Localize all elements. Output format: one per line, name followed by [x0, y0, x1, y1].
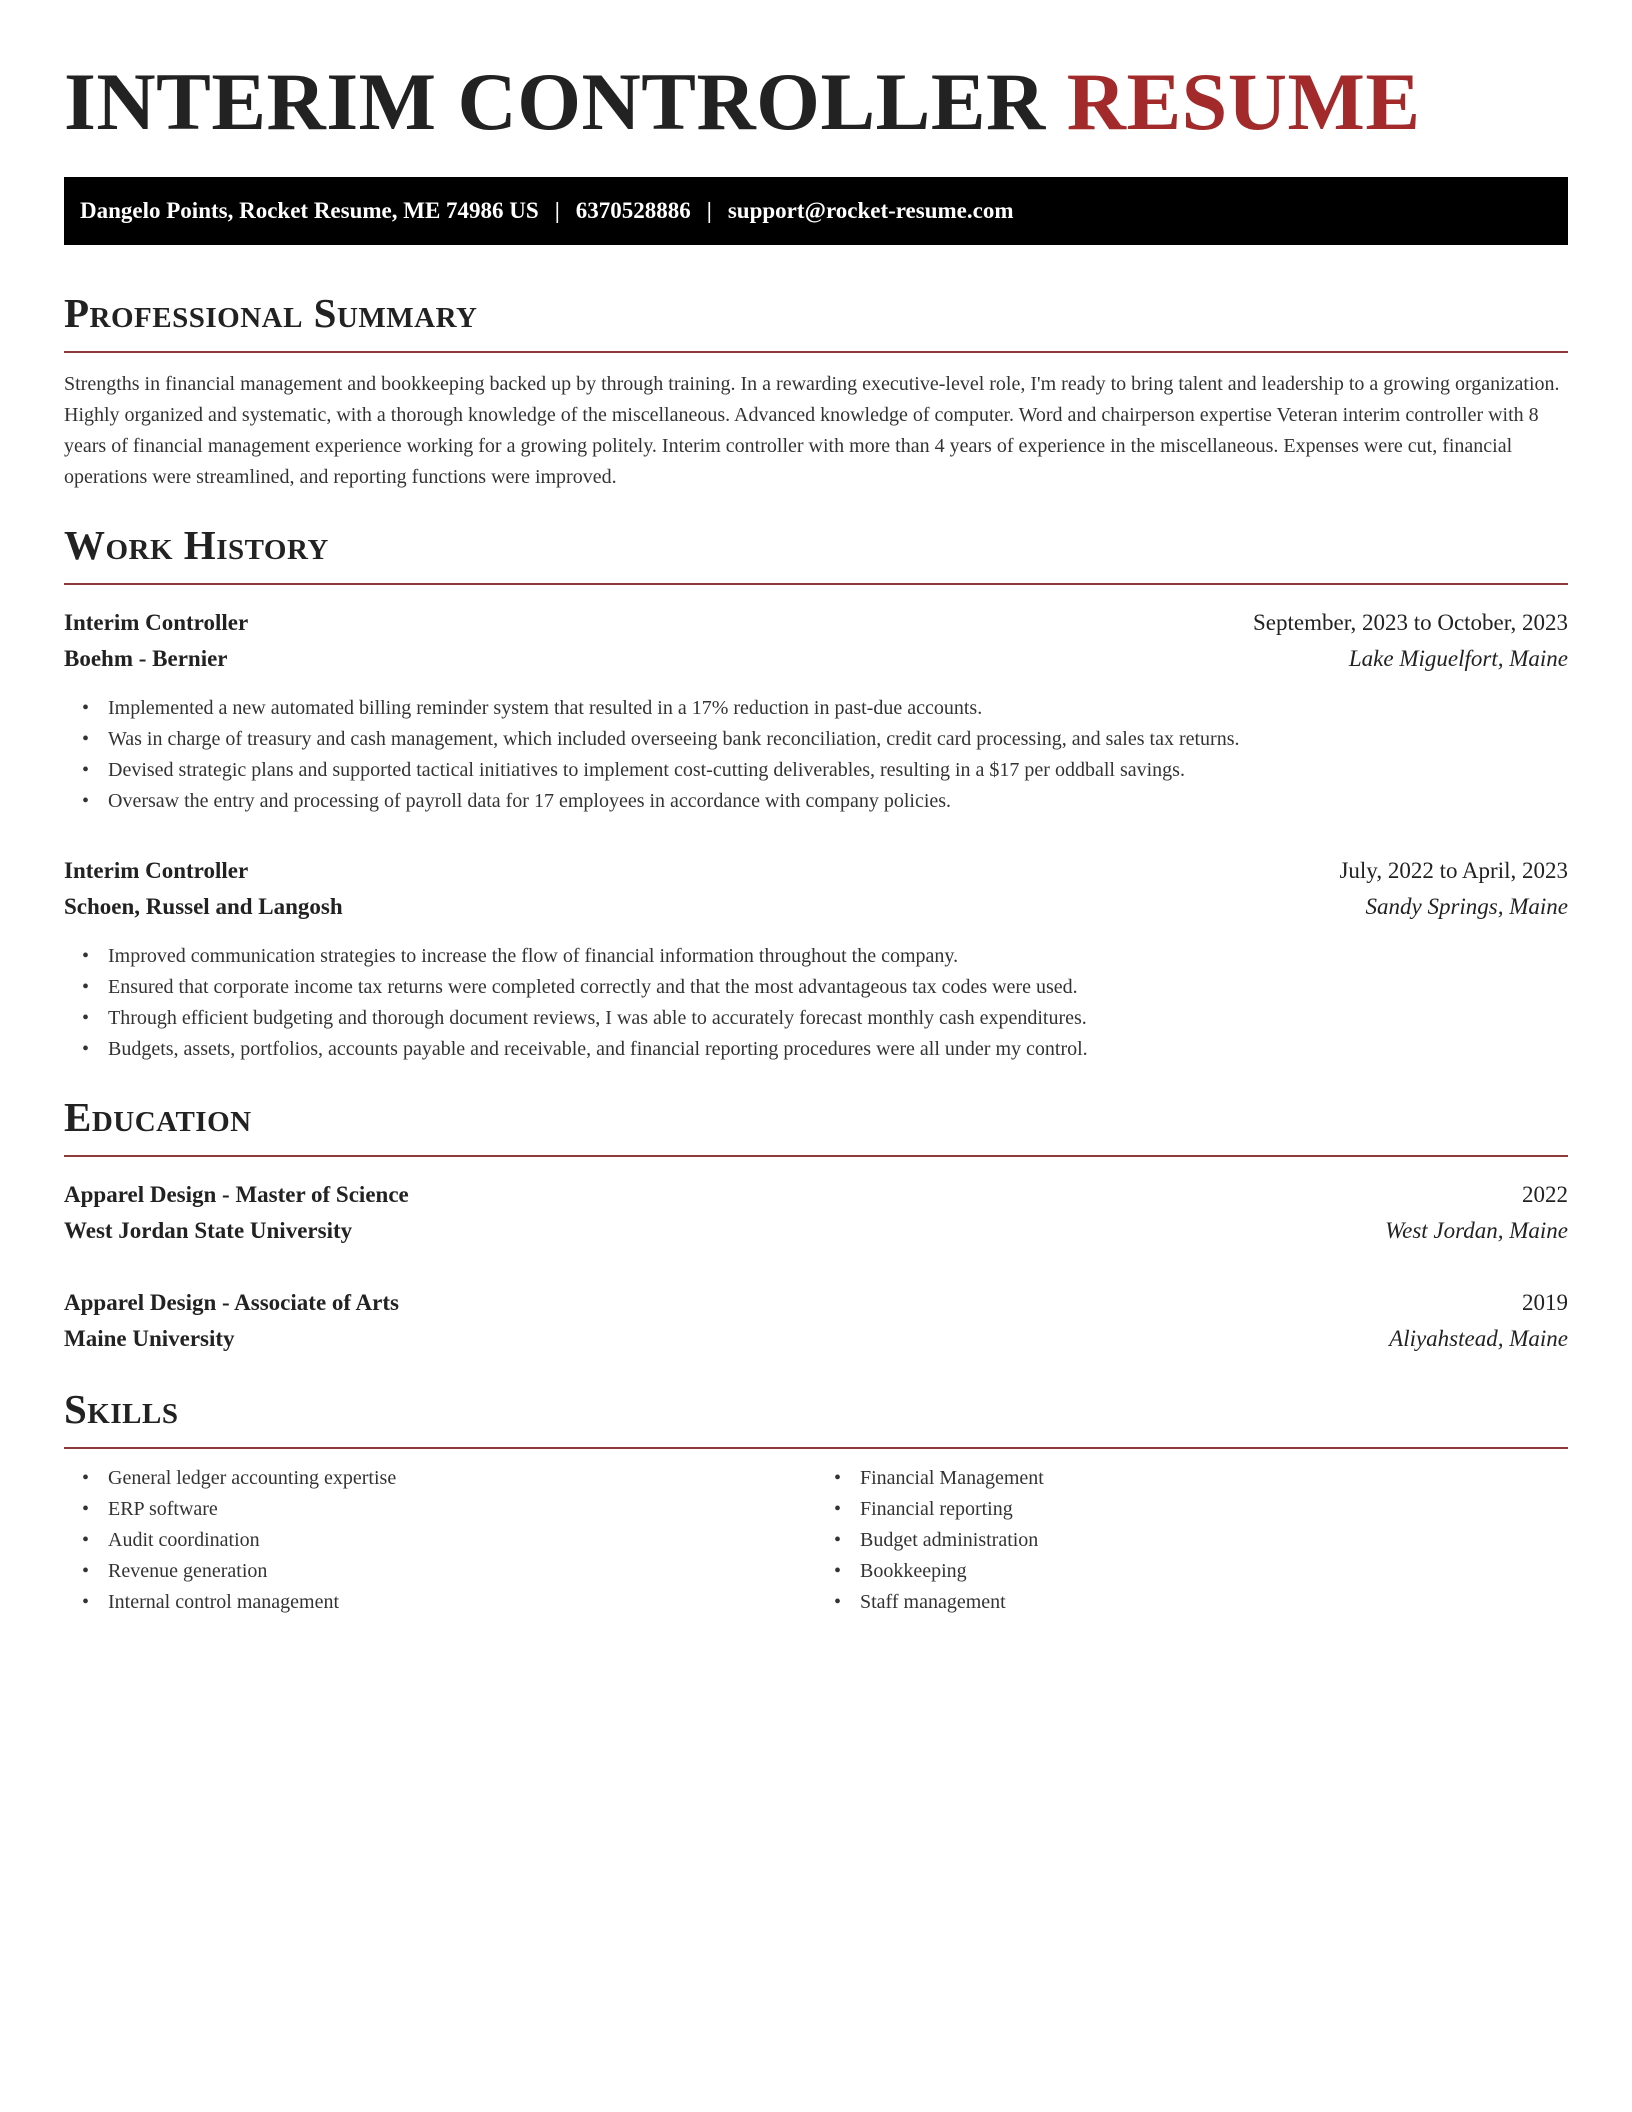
bullet-icon: • — [82, 976, 90, 998]
skills-section — [64, 1385, 1568, 1618]
section-heading-work: Work History — [64, 522, 329, 568]
education-degree: Apparel Design - Associate of Arts — [64, 1290, 399, 1315]
contact-phone: 6370528886 — [575, 198, 691, 223]
education-school: West Jordan State University — [64, 1218, 353, 1243]
work-history-section — [64, 521, 1568, 1065]
contact-separator: | — [554, 198, 560, 223]
job-dates: July, 2022 to April, 2023 — [1339, 858, 1568, 883]
bullet-icon: • — [834, 1467, 842, 1489]
job-location: Lake Miguelfort, Maine — [1348, 646, 1568, 671]
bullet-icon: • — [834, 1529, 842, 1551]
skill-item: • Financial Management — [860, 1463, 1568, 1494]
bullet-icon: • — [82, 1038, 90, 1060]
title-main: INTERIM CONTROLLER — [64, 56, 1046, 147]
title-accent: RESUME — [1066, 56, 1421, 147]
resume-title — [64, 0, 1568, 152]
summary-section — [64, 289, 1568, 493]
skill-item: • Internal control management — [108, 1587, 816, 1618]
job-company: Schoen, Russel and Langosh — [64, 894, 343, 919]
skill-item: • Revenue generation — [108, 1556, 816, 1587]
skills-grid — [64, 1463, 1568, 1618]
education-school: Maine University — [64, 1326, 235, 1351]
skill-item: • Bookkeeping — [860, 1556, 1568, 1587]
bullet-icon: • — [82, 1591, 90, 1613]
skill-item: • Staff management — [860, 1587, 1568, 1618]
job-title: Interim Controller — [64, 858, 249, 883]
bullet-icon: • — [82, 945, 90, 967]
education-entry — [64, 1285, 1568, 1357]
skills-list-left — [64, 1463, 816, 1618]
bullet-icon: • — [82, 1529, 90, 1551]
job-bullet: • Devised strategic plans and supported tactical initiatives to implement cost-cutting deliverables, resulting in a $17 per oddball savings. — [108, 755, 1568, 786]
contact-email: support@rocket-resume.com — [727, 198, 1014, 223]
section-divider — [64, 351, 1568, 353]
bullet-icon: • — [834, 1591, 842, 1613]
section-heading-skills: Skills — [64, 1386, 179, 1432]
contact-address: Dangelo Points, Rocket Resume, ME 74986 US — [80, 198, 539, 223]
skill-item: • Budget administration — [860, 1525, 1568, 1556]
skills-list-right — [816, 1463, 1568, 1618]
skill-item: • ERP software — [108, 1494, 816, 1525]
education-year: 2019 — [1522, 1290, 1568, 1315]
education-section — [64, 1093, 1568, 1357]
bullet-icon: • — [82, 1498, 90, 1520]
skill-item: • General ledger accounting expertise — [108, 1463, 816, 1494]
bullet-icon: • — [82, 1467, 90, 1489]
bullet-icon: • — [834, 1560, 842, 1582]
skill-item: • Audit coordination — [108, 1525, 816, 1556]
bullet-icon: • — [82, 697, 90, 719]
bullet-icon: • — [82, 759, 90, 781]
section-heading-education: Education — [64, 1094, 252, 1140]
bullet-icon: • — [82, 728, 90, 750]
job-bullet: • Through efficient budgeting and thorough document reviews, I was able to accurately forecast monthly cash expenditures. — [108, 1003, 1568, 1034]
contact-bar — [64, 177, 1568, 245]
education-year: 2022 — [1522, 1182, 1568, 1207]
section-divider — [64, 583, 1568, 585]
section-heading-summary: Professional Summary — [64, 290, 478, 336]
bullet-icon: • — [82, 1007, 90, 1029]
job-bullet: • Was in charge of treasury and cash management, which included overseeing bank reconciliation, credit card processing, and sales tax returns. — [108, 724, 1568, 755]
job-entry — [64, 605, 1568, 817]
job-bullet: • Ensured that corporate income tax returns were completed correctly and that the most advantageous tax codes were used. — [108, 972, 1568, 1003]
bullet-icon: • — [82, 790, 90, 812]
job-entry — [64, 853, 1568, 1065]
job-bullet: • Budgets, assets, portfolios, accounts payable and receivable, and financial reporting procedures were all under my control. — [108, 1034, 1568, 1065]
job-bullet: • Implemented a new automated billing reminder system that resulted in a 17% reduction in past-due accounts. — [108, 693, 1568, 724]
education-location: Aliyahstead, Maine — [1389, 1326, 1568, 1351]
job-location: Sandy Springs, Maine — [1365, 894, 1568, 919]
job-bullet: • Oversaw the entry and processing of payroll data for 17 employees in accordance with company policies. — [108, 786, 1568, 817]
education-entry — [64, 1177, 1568, 1249]
job-bullets — [64, 941, 1568, 1065]
section-divider — [64, 1155, 1568, 1157]
skill-item: • Financial reporting — [860, 1494, 1568, 1525]
section-divider — [64, 1447, 1568, 1449]
contact-separator: | — [706, 198, 712, 223]
summary-text: Strengths in financial management and bookkeeping backed up by through training. In a rewarding executive-level role, I'm ready to bring talent and leadership to a growing organization. Highly organized and systematic, with a thorough knowledge of the miscellaneous. Advanced knowledge of computer. Word and chairperson expertise Veteran interim controller with 8 years of financial management experience working for a growing politely. Interim controller with more than 4 years of experience in the miscellaneous. Expenses were cut, financial operations were streamlined, and reporting functions were improved. — [64, 373, 1560, 488]
job-dates: September, 2023 to October, 2023 — [1253, 610, 1568, 635]
job-title: Interim Controller — [64, 610, 249, 635]
education-location: West Jordan, Maine — [1385, 1218, 1568, 1243]
education-degree: Apparel Design - Master of Science — [64, 1182, 409, 1207]
bullet-icon: • — [82, 1560, 90, 1582]
bullet-icon: • — [834, 1498, 842, 1520]
job-bullet: • Improved communication strategies to increase the flow of financial information throughout the company. — [108, 941, 1568, 972]
job-bullets — [64, 693, 1568, 817]
job-company: Boehm - Bernier — [64, 646, 228, 671]
